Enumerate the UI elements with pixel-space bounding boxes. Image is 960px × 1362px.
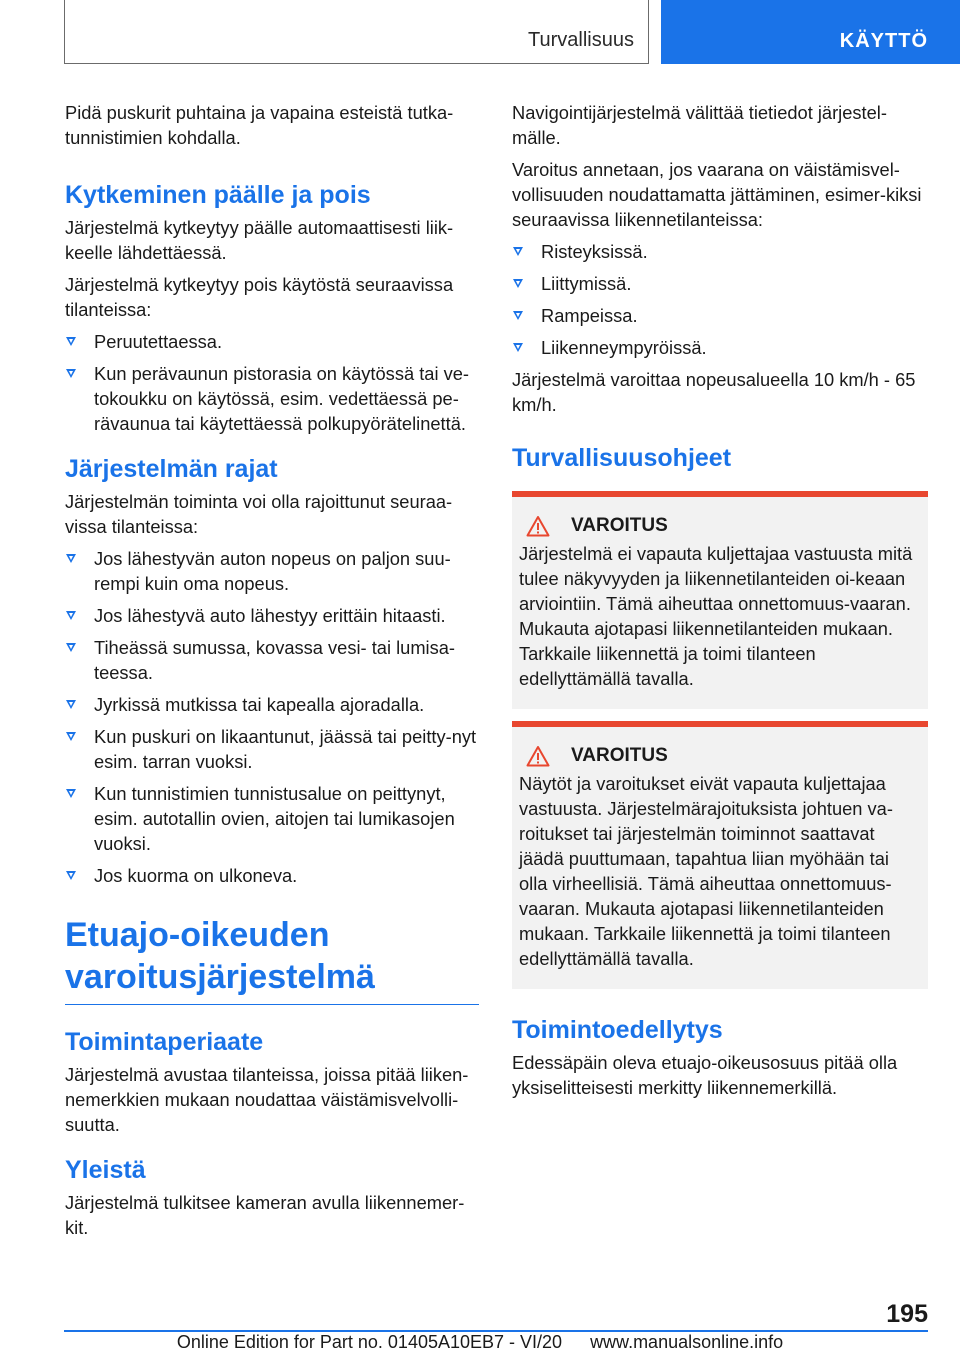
list-item: Kun tunnistimien tunnistusalue on peittynyt, esim. autotallin ovien, aitojen tai lumikasojen vuoksi. xyxy=(65,781,479,856)
header-section-title: Turvallisuus xyxy=(528,29,634,51)
list-item: Jos lähestyvä auto lähestyy erittäin hitaasti. xyxy=(65,603,479,628)
triangle-bullet-icon xyxy=(66,369,76,378)
triangle-bullet-icon xyxy=(513,279,523,288)
warning-title: VAROITUS xyxy=(571,515,668,536)
triangle-bullet-icon xyxy=(66,871,76,880)
paragraph-system-limits: Järjestelmän toiminta voi olla rajoittunut seuraa-vissa tilanteissa: xyxy=(65,491,453,537)
heading-principle: Toimintaperiaate xyxy=(65,1028,264,1056)
list-item: Kun perävaunun pistorasia on käytössä tai ve-tokoukku on käytössä, esim. vedettäessä pe-rävaunua tai käytettäessä polkupyörätelinettä. xyxy=(65,361,479,436)
triangle-bullet-icon xyxy=(66,554,76,563)
warning-box xyxy=(512,721,928,989)
heading-system-limits: Järjestelmän rajat xyxy=(65,455,278,483)
heading-safety: Turvallisuusohjeet xyxy=(512,444,732,472)
triangle-bullet-icon xyxy=(66,337,76,346)
list-item: Tiheässä sumussa, kovassa vesi- tai lumisa-teessa. xyxy=(65,635,479,685)
paragraph-switch-on: Järjestelmä kytkeytyy päälle automaattisesti liik-keelle lähdettäessä. xyxy=(65,217,454,263)
list-item: Jyrkissä mutkissa tai kapealla ajoradalla. xyxy=(65,692,479,717)
footer-edition: Online Edition for Part no. 01405A10EB7 - VI/20 xyxy=(176,1332,563,1352)
list-item: Peruutettaessa. xyxy=(65,329,479,354)
paragraph-general: Järjestelmä tulkitsee kameran avulla liikennemer-kit. xyxy=(65,1192,465,1238)
triangle-bullet-icon xyxy=(66,732,76,741)
warning-text: Näytöt ja varoitukset eivät vapauta kuljettajaa vastuusta. Järjestelmärajoituksista johtuen va-roitukset tai järjestelmän toiminnot saattavat jäädä puuttumaan, tapahtua liian myöhään tai olla virheellisiä. Tämä aiheuttaa onnettomuus-vaaran. Mukauta ajotapasi liikennetilanteiden mukaan. Tarkkaile liikennettä ja toimi tilanteen edellyttämällä tavalla. xyxy=(519,773,893,969)
triangle-bullet-icon xyxy=(66,700,76,709)
warning-triangle-icon xyxy=(526,745,550,767)
triangle-bullet-icon xyxy=(513,247,523,256)
warning-title: VAROITUS xyxy=(571,745,668,766)
list-item: Liittymissä. xyxy=(512,271,928,296)
intro-paragraph: Pidä puskurit puhtaina ja vapaina esteistä tutka-tunnistimien kohdalla. xyxy=(65,102,454,148)
warning-header xyxy=(519,515,922,537)
list-item: Kun puskuri on likaantunut, jäässä tai peitty-nyt esim. tarran vuoksi. xyxy=(65,724,479,774)
header-section-box xyxy=(64,0,649,64)
heading-switch-on-off: Kytkeminen päälle ja pois xyxy=(65,181,371,209)
right-column xyxy=(512,100,928,1107)
heading-prerequisites: Toimintoedellytys xyxy=(512,1016,723,1044)
paragraph-speed-range: Järjestelmä varoittaa nopeusalueella 10 km/h - 65 km/h. xyxy=(512,369,916,415)
paragraph-navigation: Navigointijärjestelmä välittää tietiedot järjestel-mälle. xyxy=(512,102,887,148)
paragraph-switch-off: Järjestelmä kytkeytyy pois käytöstä seuraavissa tilanteissa: xyxy=(65,274,454,320)
warning-triangle-icon xyxy=(526,515,550,537)
header-chapter-title: KÄYTTÖ xyxy=(839,30,928,52)
paragraph-prerequisites: Edessäpäin oleva etuajo-oikeusosuus pitää olla yksiselitteisesti merkitty liikennemerkillä. xyxy=(512,1052,898,1098)
list-item: Liikenneympyröissä. xyxy=(512,335,928,360)
paragraph-principle: Järjestelmä avustaa tilanteissa, joissa pitää liiken-nemerkkien mukaan noudattaa väistämisvelvolli-suutta. xyxy=(65,1064,469,1135)
triangle-bullet-icon xyxy=(513,311,523,320)
limits-list xyxy=(65,546,479,888)
switch-off-list xyxy=(65,329,479,436)
list-item: Jos kuorma on ulkoneva. xyxy=(65,863,479,888)
triangle-bullet-icon xyxy=(66,611,76,620)
warning-header xyxy=(519,745,922,767)
page-number: 195 xyxy=(886,1300,928,1328)
warning-text: Järjestelmä ei vapauta kuljettajaa vastuusta mitä tulee näkyvyyden ja liikennetilanteiden oi-keaan arviointiin. Tämä aiheuttaa onnettomuus-vaaran. Mukauta ajotapasi liikennetilanteiden mukaan. Tarkkaile liikennettä ja toimi tilanteen edellyttämällä tavalla. xyxy=(519,543,913,689)
list-item: Jos lähestyvän auton nopeus on paljon suu-rempi kuin oma nopeus. xyxy=(65,546,479,596)
footer-site: www.manualsonline.info xyxy=(590,1332,784,1352)
triangle-bullet-icon xyxy=(513,343,523,352)
list-item: Rampeissa. xyxy=(512,303,928,328)
heading-general: Yleistä xyxy=(65,1156,146,1184)
triangle-bullet-icon xyxy=(66,643,76,652)
triangle-bullet-icon xyxy=(66,789,76,798)
header-chapter-tab xyxy=(661,0,960,64)
warning-box xyxy=(512,491,928,709)
left-column xyxy=(65,100,479,1247)
list-item: Risteyksissä. xyxy=(512,239,928,264)
situations-list xyxy=(512,239,928,360)
paragraph-warning-given: Varoitus annetaan, jos vaarana on väistämisvel-vollisuuden noudattamatta jättäminen, esimer-kiksi seuraavissa liikennetilanteissa: xyxy=(512,159,922,230)
chapter-heading: Etuajo-oikeuden varoitusjärjestelmä xyxy=(65,914,479,1005)
footer-edition-line xyxy=(0,1332,960,1353)
